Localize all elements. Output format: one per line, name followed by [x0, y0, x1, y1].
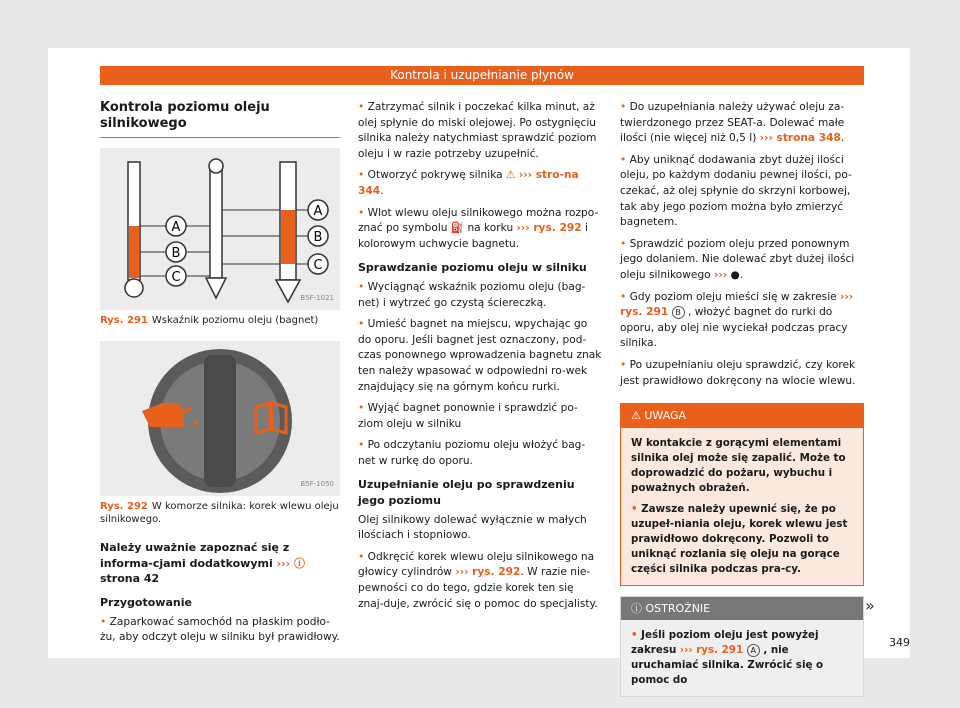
figure-caption	[100, 314, 340, 327]
list-item: • Po odczytaniu poziomu oleju włożyć bag-net w rurkę do oporu.	[358, 438, 602, 469]
figure-oil-cap	[100, 341, 340, 496]
figure-code: B5F-1021	[300, 293, 334, 302]
info-icon: ⓘ	[294, 556, 306, 570]
chapter-header: Kontrola i uzupełnianie płynów	[100, 66, 864, 85]
paragraph: Olej silnikowy dolewać wyłącznie w małych ilościach i stopniowo.	[358, 513, 587, 542]
list-item: • Aby uniknąć dodawania zbyt dużej ilości oleju, po każdym dodaniu pewnej ilości, po-czekać, aż olej spłynie do skrzyni korbowej, tak aby jego poziom można było zmierzyć bagnetem.	[620, 153, 864, 231]
list-item: • Odkręcić korek wlewu oleju silnikowego na głowicy cylindrów ››› rys. 292. W razie nie-pewności co do tego, gdzie korek ten się znaj-duje, zwrócić się o pomoc do specjalisty.	[358, 550, 602, 612]
list-item: • Wlot wlewu oleju silnikowego można rozpo-znać po symbolu ⛽ na korku ››› rys. 292 i kolorowym uchwycie bagnetu.	[358, 206, 602, 253]
list-item: • Po uzupełnianiu oleju sprawdzić, czy korek jest prawidłowo dokręcony na wlocie wlewu.	[620, 358, 864, 389]
dipstick-illustration	[100, 148, 340, 310]
marker-b-right: B	[313, 230, 323, 246]
ref-link[interactable]: ››› rys. 292	[455, 566, 521, 579]
figure-caption	[100, 500, 340, 526]
intro-paragraph	[100, 540, 340, 587]
caution-header: ⓘ OSTROŻNIE	[621, 597, 863, 621]
list-item: • Sprawdzić poziom oleju przed ponownym jego dolaniem. Nie dolewać zbyt dużej ilości oleju silnikowego ››› ●.	[620, 237, 864, 284]
column-2	[358, 100, 602, 618]
caption-text: W komorze silnika: korek wlewu oleju silnikowego.	[100, 501, 339, 526]
figure-label: Rys. 292	[100, 501, 148, 513]
marker-a-inline: A	[747, 644, 760, 657]
ref-link[interactable]: ›››	[714, 268, 728, 281]
caution-body: • Jeśli poziom oleju jest powyżej zakresu ››› rys. 291 A , nie uruchamiać silnika. Zwrócić się o pomoc do	[621, 620, 863, 696]
list-item: • Umieść bagnet na miejscu, wpychając go do oporu. Jeśli bagnet jest oznaczony, pod-czas ponownego wprowadzenia bagnetu znak ten należy wpasować w odpowiedni ro-wek znajdujący się na górnym końcu rurki.	[358, 317, 602, 395]
marker-a-right: A	[313, 204, 323, 220]
warning-header: ⚠ UWAGA	[621, 404, 863, 428]
list-item: • Gdy poziom oleju mieści się w zakresie ››› rys. 291 B , włożyć bagnet do rurki do oporu, aby olej nie wyciekał podczas pracy silnika.	[620, 290, 864, 352]
caution-box	[620, 596, 864, 698]
page-number: 349	[889, 636, 910, 649]
section-title: Kontrola poziomu oleju silnikowego	[100, 100, 340, 138]
subheading: Uzupełnianie oleju po sprawdzeniu jego poziomu	[358, 478, 575, 508]
marker-c-left: C	[171, 270, 181, 286]
prep-item: • Zaparkować samochód na płaskim podło-żu, aby odczyt oleju w silniku był prawidłowy.	[100, 615, 340, 646]
list-item: • Zatrzymać silnik i poczekać kilka minut, aż olej spłynie do miski olejowej. Po ostygnięciu silnika należy natychmiast sprawdzić poziom oleju i w razie potrzeby uzupełnić.	[358, 100, 602, 162]
list-item: • Do uzupełniania należy używać oleju za-twierdzonego przez SEAT-a. Dolewać małe ilości (nie więcej niż 0,5 l) ››› strona 348.	[620, 100, 864, 147]
caution-icon: ⓘ	[631, 601, 642, 615]
marker-b-inline: B	[672, 306, 685, 319]
caption-text: Wskaźnik poziomu oleju (bagnet)	[151, 315, 319, 327]
intro-text: Należy uważnie zapoznać się z informa-cjami dodatkowymi	[100, 541, 290, 570]
list-item: • Wyciągnąć wskaźnik poziomu oleju (bag-net) i wytrzeć go czystą ściereczką.	[358, 280, 602, 311]
oil-cap-illustration	[100, 341, 340, 496]
intro-arrows[interactable]: ›››	[276, 556, 291, 570]
marker-a-left: A	[171, 220, 181, 236]
intro-ref[interactable]: strona 42	[100, 572, 160, 586]
marker-b-left: B	[171, 246, 181, 262]
figure-code: B5F-1050	[300, 479, 334, 488]
list-item: • Wyjąć bagnet ponownie i sprawdzić po-ziom oleju w silniku	[358, 401, 602, 432]
figure-label: Rys. 291	[100, 315, 148, 327]
ref-link[interactable]: ››› stro-na 344	[358, 169, 579, 197]
warning-body: W kontakcie z gorącymi elementami silnika olej może się zapalić. Może to doprowadzić do pożaru, wybuchu i poważnych obrażeń. • Zawsze należy upewnić się, że po uzupeł-niania oleju, korek wlewu jest prawidłowo dokręcony. Pozwoli to uniknąć rozlania się oleju na gorące części silnika podczas pra-cy.	[621, 428, 863, 585]
ref-link[interactable]: ››› strona 348	[759, 132, 841, 145]
warning-icon: ⚠	[631, 409, 641, 423]
ref-link[interactable]: ››› rys. 291	[679, 644, 744, 657]
ref-link[interactable]: ››› rys. 292	[516, 222, 582, 235]
subheading: Sprawdzanie poziomu oleju w silniku	[358, 261, 587, 275]
ref-link[interactable]: ››› rys. 291	[620, 290, 854, 319]
column-1	[100, 100, 340, 652]
marker-c-right: C	[313, 258, 323, 274]
continue-mark: »	[865, 596, 875, 615]
prep-heading: Przygotowanie	[100, 595, 192, 609]
figure-dipstick	[100, 148, 340, 310]
warning-icon: ⚠	[506, 169, 516, 182]
column-3	[620, 100, 864, 697]
oil-can-icon: ⛽	[450, 222, 465, 235]
list-item: • Otworzyć pokrywę silnika ⚠ ››› stro-na 344.	[358, 168, 602, 199]
caution-icon: ●	[730, 268, 740, 281]
warning-box	[620, 403, 864, 586]
